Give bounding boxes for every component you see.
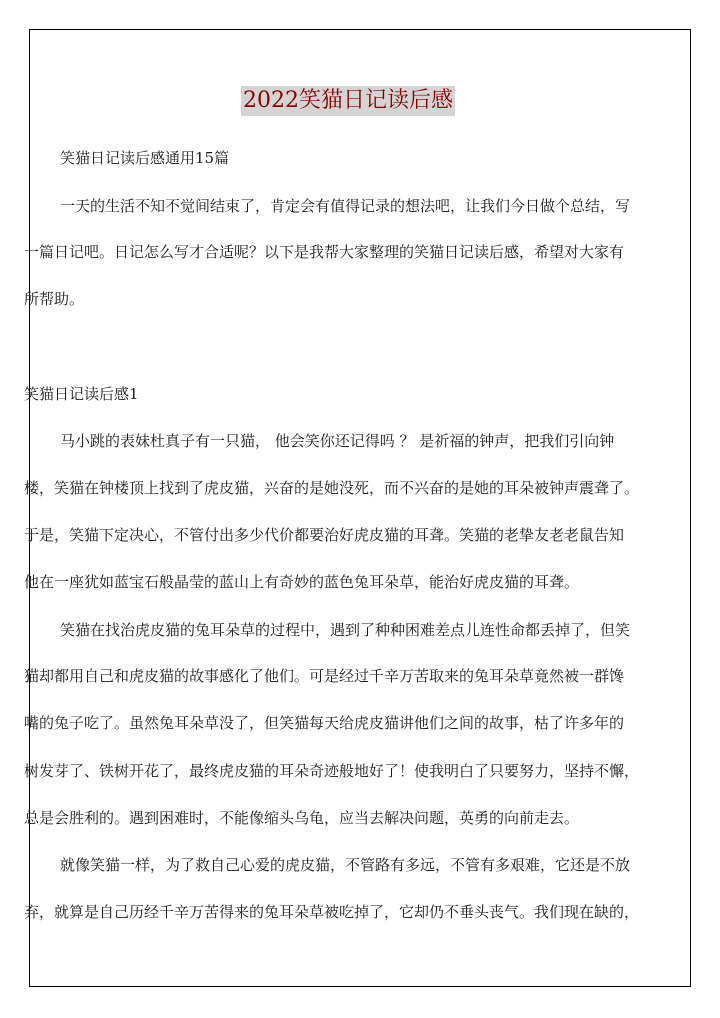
paragraph-line: 猫却都用自己和虎皮猫的故事感化了他们。可是经过千辛万苦取来的兔耳朵草竟然被一群馋 — [24, 667, 625, 685]
intro-line: 所帮助。 — [24, 290, 85, 308]
paragraph-line: 总是会胜利的。遇到困难时，不能像缩头乌龟，应当去解决问题，英勇的向前走去。 — [24, 809, 580, 827]
section-heading: 笑猫日记读后感1 — [24, 385, 139, 403]
paragraph-line: 弃，就算是自己历经千辛万苦得来的兔耳朵草被吃掉了，它却仍不垂头丧气。我们现在缺的， — [24, 903, 640, 921]
paragraph-line: 笑猫在找治虎皮猫的兔耳朵草的过程中，遇到了种种困难差点儿连性命都丢掉了，但笑 — [60, 621, 631, 639]
paragraph-line: 就像笑猫一样，为了救自己心爱的虎皮猫，不管路有多远，不管有多艰难，它还是不放 — [60, 856, 631, 874]
intro-line: 一篇日记吧。日记怎么写才合适呢？以下是我帮大家整理的笑猫日记读后感，希望对大家有 — [24, 243, 625, 261]
title-wrap — [0, 86, 696, 116]
document-subtitle: 笑猫日记读后感通用15篇 — [60, 149, 230, 167]
paragraph-line: 树发芽了、铁树开花了，最终虎皮猫的耳朵奇迹般地好了！使我明白了只要努力，坚持不懈， — [24, 762, 640, 780]
paragraph-line: 他在一座犹如蓝宝石般晶莹的蓝山上有奇妙的蓝色兔耳朵草，能治好虎皮猫的耳聋。 — [24, 573, 580, 591]
paragraph-line: 嘴的兔子吃了。虽然兔耳朵草没了，但笑猫每天给虎皮猫讲他们之间的故事，枯了许多年的 — [24, 714, 625, 732]
intro-line: 一天的生活不知不觉间结束了，肯定会有值得记录的想法吧，让我们今日做个总结，写 — [60, 197, 631, 215]
paragraph-line: 楼，笑猫在钟楼顶上找到了虎皮猫，兴奋的是她没死，而不兴奋的是她的耳朵被钟声震聋了。 — [24, 479, 640, 497]
paragraph-line: 马小跳的表妹杜真子有一只猫， 他会笑你还记得吗 ？ 是祈福的钟声，把我们引向钟 — [60, 432, 615, 450]
paragraph-line: 于是，笑猫下定决心，不管付出多少代价都要治好虎皮猫的耳聋。笑猫的老挚友老老鼠告知 — [24, 526, 625, 544]
document-title: 2022笑猫日记读后感 — [241, 86, 455, 116]
page-border — [29, 29, 691, 987]
